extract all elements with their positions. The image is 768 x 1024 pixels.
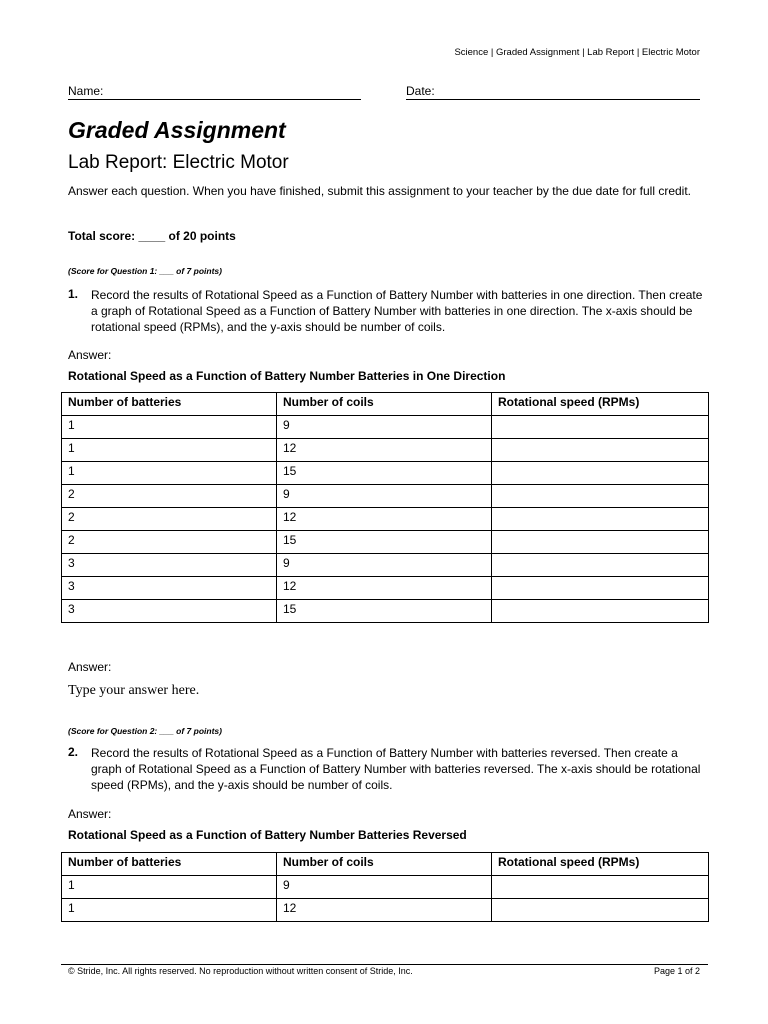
table-cell: 9 [277,416,492,439]
table-row [62,508,709,531]
rpm-input-cell[interactable] [492,899,709,922]
table-row [62,554,709,577]
total-score: Total score: ____ of 20 points [68,229,236,243]
name-label: Name: [68,84,104,98]
table-cell: 2 [62,485,277,508]
table-header: Number of coils [277,393,492,416]
page-title: Graded Assignment [68,117,286,143]
table-cell: 3 [62,600,277,623]
table-cell: 2 [62,508,277,531]
header-breadcrumb: Science | Graded Assignment | Lab Report | Electric Motor [454,47,700,58]
table-header: Number of coils [277,853,492,876]
q1-answer-label-2: Answer: [68,660,112,674]
table-cell: 9 [277,876,492,899]
table-cell: 12 [277,899,492,922]
q1-table-title: Rotational Speed as a Function of Battery Number Batteries in One Direction [68,369,506,383]
q2-table [61,852,709,922]
rpm-input-cell[interactable] [492,577,709,600]
q1-number: 1. [68,287,79,301]
table-row [62,462,709,485]
rpm-input-cell[interactable] [492,416,709,439]
date-line[interactable] [406,99,700,100]
rpm-input-cell[interactable] [492,876,709,899]
date-label: Date: [406,84,435,98]
table-header: Number of batteries [62,393,277,416]
table-row [62,416,709,439]
q2-answer-label: Answer: [68,807,112,821]
q1-answer-input[interactable]: Type your answer here. [68,683,200,698]
table-cell: 15 [277,600,492,623]
table-cell: 12 [277,439,492,462]
table-cell: 2 [62,531,277,554]
table-header-row [62,853,709,876]
table-cell: 9 [277,485,492,508]
rpm-input-cell[interactable] [492,462,709,485]
q1-answer-label: Answer: [68,348,112,362]
q2-text: Record the results of Rotational Speed as a Function of Battery Number with batteries reversed. Then create a graph of Rotational Speed as a Function of Battery Number with batteries reversed. The x-axis should be rotational speed (RPMs), and the y-axis should be number of coils. [91,746,701,792]
q2-number: 2. [68,745,79,759]
table-row [62,899,709,922]
table-cell: 9 [277,554,492,577]
table-cell: 12 [277,508,492,531]
table-cell: 15 [277,531,492,554]
table-cell: 1 [62,439,277,462]
table-cell: 1 [62,416,277,439]
table-cell: 3 [62,577,277,600]
table-row [62,600,709,623]
table-cell: 15 [277,462,492,485]
rpm-input-cell[interactable] [492,531,709,554]
rpm-input-cell[interactable] [492,485,709,508]
footer-divider [61,964,708,965]
q2-score: (Score for Question 2: ___ of 7 points) [68,726,222,736]
q2-table-title: Rotational Speed as a Function of Battery Number Batteries Reversed [68,828,467,842]
rpm-input-cell[interactable] [492,600,709,623]
table-header: Rotational speed (RPMs) [492,393,709,416]
rpm-input-cell[interactable] [492,439,709,462]
instructions: Answer each question. When you have finished, submit this assignment to your teacher by the due date for full credit. [68,184,692,198]
page-subtitle: Lab Report: Electric Motor [68,152,289,173]
table-cell: 1 [62,462,277,485]
table-row [62,531,709,554]
footer-page-number: Page 1 of 2 [653,966,700,976]
table-header: Rotational speed (RPMs) [492,853,709,876]
table-cell: 12 [277,577,492,600]
q1-text: Record the results of Rotational Speed as a Function of Battery Number with batteries in one direction. Then create a graph of Rotational Speed as a Function of Battery Number with batteries in one direction. The x-axis should be rotational speed (RPMs), and the y-axis should be number of coils. [91,288,703,334]
table-header: Number of batteries [62,853,277,876]
table-cell: 1 [62,899,277,922]
table-row [62,577,709,600]
rpm-input-cell[interactable] [492,508,709,531]
table-cell: 3 [62,554,277,577]
table-row [62,485,709,508]
rpm-input-cell[interactable] [492,554,709,577]
table-row [62,876,709,899]
footer-copyright: © Stride, Inc. All rights reserved. No reproduction without written consent of Stride, Inc. [68,966,413,976]
q1-score: (Score for Question 1: ___ of 7 points) [68,266,222,276]
table-row [62,439,709,462]
table-cell: 1 [62,876,277,899]
q1-table [61,392,709,623]
table-header-row [62,393,709,416]
name-line[interactable] [68,99,361,100]
